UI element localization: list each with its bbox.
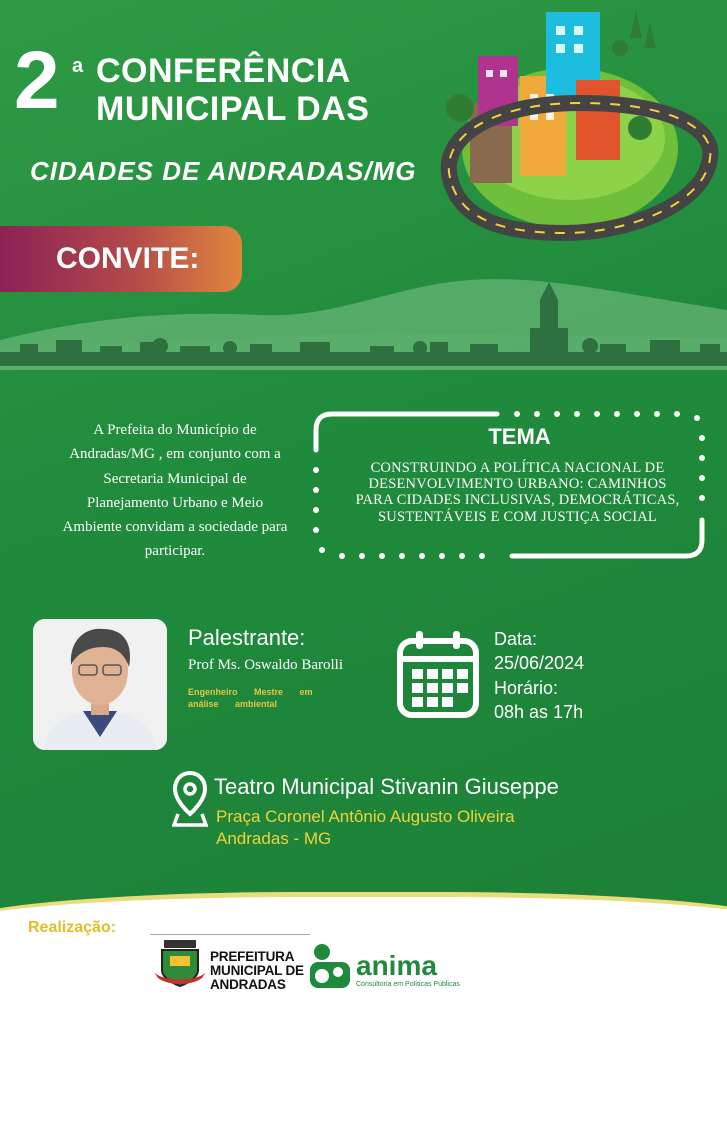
divider xyxy=(150,934,310,935)
conference-title: CONFERÊNCIA MUNICIPAL DAS xyxy=(96,52,370,129)
speaker-role: Engenheiro Mestre em análise ambiental xyxy=(188,687,313,710)
realizacao-label: Realização: xyxy=(28,919,117,936)
tema-text: CONSTRUINDO A POLÍTICA NACIONAL DE DESENVOLVIMENTO URBANO: CAMINHOS PARA CIDADES INCLUSIVAS, DEMOCRÁTICAS, SUSTENTÁVEIS E COM JUSTIÇA SOCIAL xyxy=(355,460,680,525)
speaker-label: Palestrante: xyxy=(188,625,306,650)
edition-number: 2 xyxy=(14,35,58,126)
date-value: 25/06/2024 xyxy=(494,653,585,674)
speaker-name: Prof Ms. Oswaldo Barolli xyxy=(188,657,343,673)
event-schedule xyxy=(494,627,584,724)
invite-badge: CONVITE: xyxy=(0,226,242,292)
venue-address: Praça Coronel Antônio Augusto Oliveira Andradas - MG xyxy=(216,807,515,849)
anima-name: anima xyxy=(356,950,437,981)
conference-subtitle: CIDADES DE ANDRADAS/MG xyxy=(30,156,417,186)
location-pin-icon xyxy=(172,770,208,828)
prefeitura-name: PREFEITURA MUNICIPAL DE ANDRADAS xyxy=(210,949,304,992)
calendar-icon xyxy=(396,629,480,719)
anima-logo-icon xyxy=(308,942,354,992)
town-skyline-illustration xyxy=(0,270,727,370)
time-value: 08h as 17h xyxy=(494,701,584,722)
time-label: Horário: xyxy=(494,677,559,698)
date-label: Data: xyxy=(494,629,538,649)
prefeitura-coat-of-arms-logo xyxy=(152,938,208,988)
anima-tagline: Consultoria em Políticas Públicas xyxy=(356,981,460,988)
speaker-photo xyxy=(33,619,167,750)
venue-name: Teatro Municipal Stivanin Giuseppe xyxy=(214,774,559,799)
edition-superscript: a xyxy=(72,55,84,77)
tema-title: TEMA xyxy=(488,424,551,449)
city-globe-illustration xyxy=(430,8,720,243)
invitation-text: A Prefeita do Município de Andradas/MG , em conjunto com a Secretaria Municipal de Planejamento Urbano e Meio Ambiente convidam a sociedade para participar. xyxy=(62,422,288,560)
